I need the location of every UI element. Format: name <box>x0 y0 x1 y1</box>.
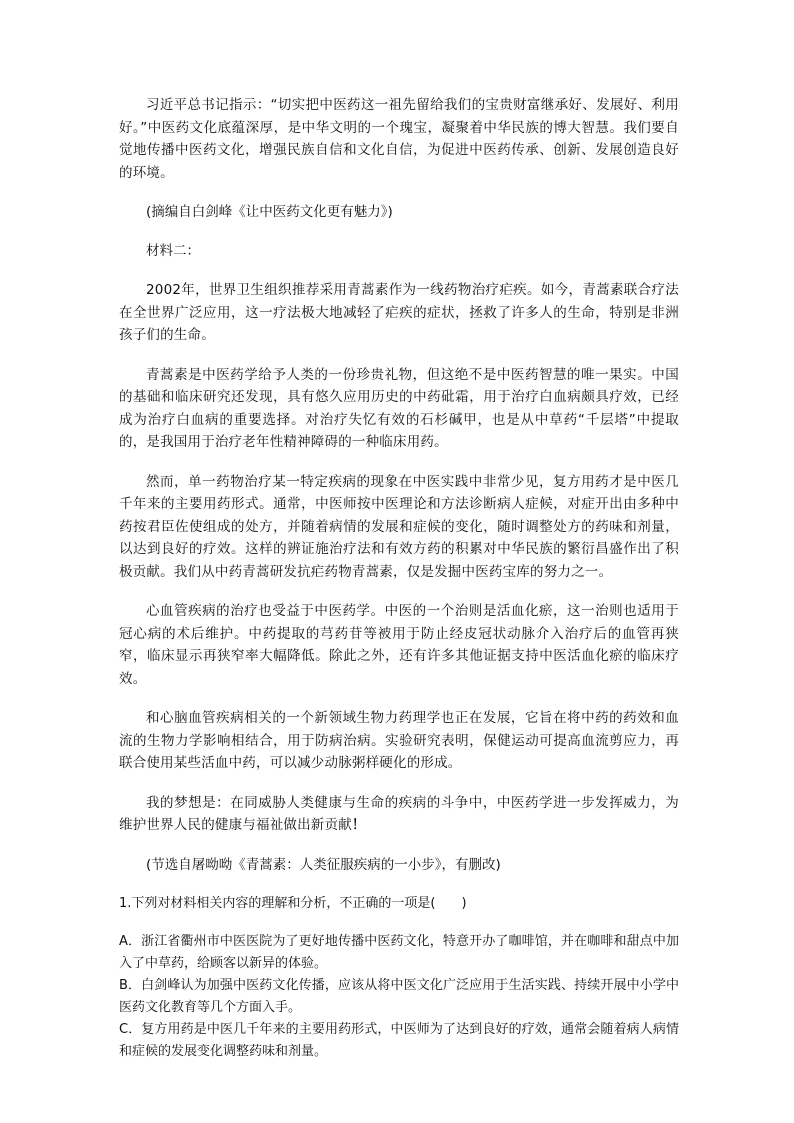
option-a: A．浙江省衢州市中医医院为了更好地传播中医药文化，特意开办了咖啡馆，并在咖啡和甜点中加入了中草药，给顾客以新异的体验。 <box>119 933 679 971</box>
material-two-label: 材料二： <box>146 243 200 259</box>
paragraph-compound-medicine: 然而，单一药物治疗某一特定疾病的现象在中医实践中非常少见，复方用药才是中医几千年来的主要用药形式。通常，中医师按中医理论和方法诊断病人症候，对症开出由多种中药按君臣佐使组成的处方，并随着病情的发展和症候的变化，随时调整处方的药味和剂量，以达到良好的疗效。这样的辨证施治疗法和有效方药的积累对中华民族的繁衍昌盛作出了积极贡献。我们从中药青蒿研发抗疟药物青蒿素，仅是发掘中医药宝库的努力之一。 <box>119 473 679 580</box>
paragraph-xi-instruction: 习近平总书记指示：“切实把中医药这一祖先留给我们的宝贵财富继承好、发展好、利用好。”中医药文化底蕴深厚，是中华文明的一个瑰宝，凝聚着中华民族的博大智慧。我们要自觉地传播中医药文化，增强民族自信和文化自信，为促进中医药传承、创新、发展创造良好的环境。 <box>119 97 679 181</box>
source-citation-bai: (摘编自白剑峰《让中医药文化更有魅力》) <box>146 204 393 220</box>
paragraph-artemisinin-2002: 2002年，世界卫生组织推荐采用青蒿素作为一线药物治疗疟疾。如今，青蒿素联合疗法在全世界广泛应用，这一疗法极大地减轻了疟疾的症状，拯救了许多人的生命，特别是非洲孩子们的生命。 <box>119 282 679 343</box>
option-b: B．白剑峰认为加强中医药文化传播，应该从将中医文化广泛应用于生活实践、持续开展中小学中医药文化教育等几个方面入手。 <box>119 977 679 1015</box>
paragraph-dream <box>119 792 679 837</box>
paragraph-cardiovascular: 心血管疾病的治疗也受益于中医药学。中医的一个治则是活血化瘀，这一治则也适用于冠心病的术后维护。中药提取的芎药苷等被用于防止经皮冠状动脉介入治疗后的血管再狭窄，临床显示再狭窄率大幅降低。除此之外，还有许多其他证据支持中医活血化瘀的临床疗效。 <box>119 603 679 687</box>
source-citation-tu: (节选自屠呦呦《青蒿素：人类征服疾病的一小步》，有删改) <box>146 856 501 873</box>
option-c: C．复方用药是中医几千年来的主要用药形式，中医师为了达到良好的疗效，通常会随着病人病情和症候的发展变化调整药味和剂量。 <box>119 1021 679 1059</box>
paragraph-artemisinin-gift: 青蒿素是中医药学给予人类的一份珍贵礼物，但这绝不是中医药智慧的唯一果实。中国的基础和临床研究还发现，具有悠久应用历史的中药砒霜，用于治疗白血病颇具疗效，已经成为治疗白血病的重要选择。对治疗失忆有效的石杉碱甲，也是从中草药“千层塔”中提取的，是我国用于治疗老年性精神障碍的一种临床用药。 <box>119 366 679 450</box>
dream-exclamation: ！ <box>351 817 366 833</box>
paragraph-biomechanics: 和心脑血管疾病相关的一个新领域生物力药理学也正在发展，它旨在将中药的药效和血流的生物力学影响相结合，用于防病治病。实验研究表明，保健运动可提高血流剪应力，再联合使用某些活血中药，可以减少动脉粥样硬化的形成。 <box>119 710 679 771</box>
question-stem: 1.下列对材料相关内容的理解和分析，不正确的一项是( ) <box>119 895 467 911</box>
document-page <box>119 94 679 1063</box>
dream-text: 我的梦想是：在同威胁人类健康与生命的疾病的斗争中，中医药学进一步发挥威力，为维护世界人民的健康与福祉做出新贡献 <box>119 794 679 833</box>
